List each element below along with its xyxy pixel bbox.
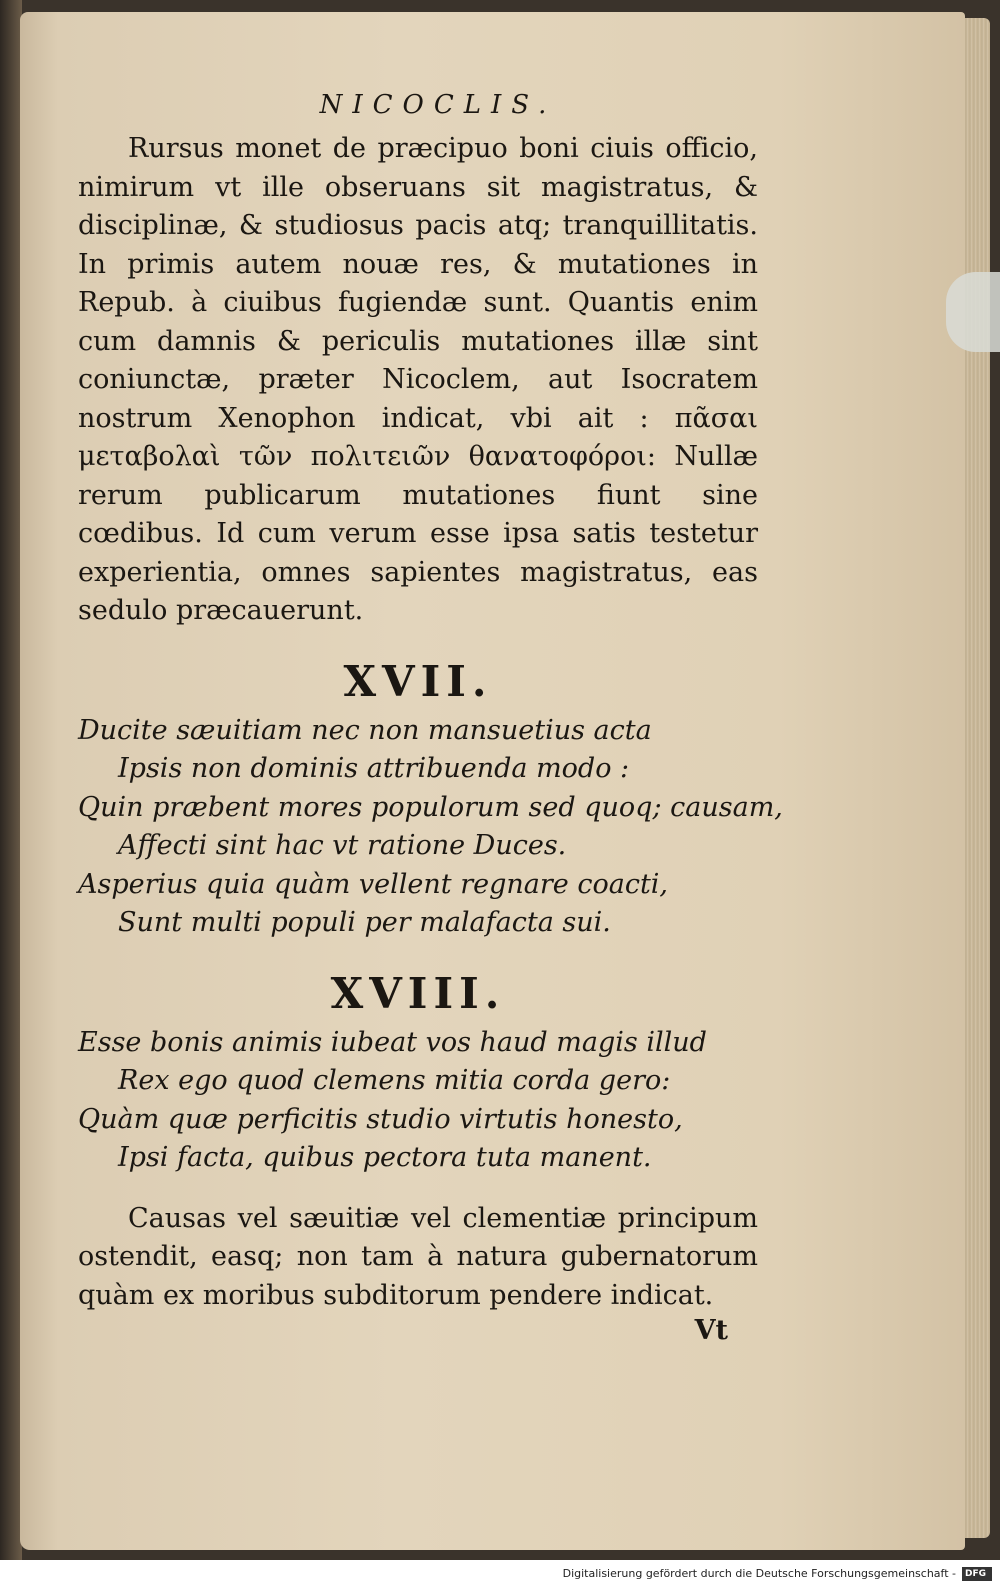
verse-line: Sunt multi populi per malafacta sui. [118, 907, 611, 938]
verse-line: Ipsis non dominis attribuenda modo : [118, 753, 630, 784]
verse-line: Affecti sint hac vt ratione Duces. [118, 830, 567, 861]
commentary-paragraph: Rursus monet de præcipuo boni ciuis officio, nimirum vt ille obseruans sit magistratus, & disciplinæ, & studiosus pacis atq; tranquillitatis. In primis autem nouæ res, & mutationes in Repub. à ciuibus fugiendæ sunt. Quantis enim cum damnis & periculis mutationes illæ sint coniunctæ, præter Nicoclem, aut Isocratem nostrum Xenophon indicat, vbi ait : πᾶσαι μεταβολαὶ τῶν πολιτειῶν θανατοφόροι: Nullæ rerum publicarum mutationes fiunt sine cœdibus. Id cum verum esse ipsa satis testetur experientia, omnes sapientes magistratus, eas sedulo præcauerunt. [78, 133, 758, 626]
verse-line: Quàm quæ perficitis studio virtutis honesto, [78, 1103, 683, 1135]
commentary-2 [78, 1200, 758, 1316]
commentary-1 [78, 130, 758, 631]
catchword: Vt [694, 1315, 728, 1346]
digitization-footer [0, 1560, 1000, 1587]
verse-line: Quin præbent mores populorum sed quoq; causam, [78, 791, 783, 823]
binding-shadow [0, 0, 22, 1560]
footer-text: Digitalisierung gefördert durch die Deutsche Forschungsgemeinschaft - [562, 1567, 956, 1580]
verse-block-18 [78, 1024, 758, 1178]
verse-line: Ipsi facta, quibus pectora tuta manent. [118, 1142, 652, 1173]
section-number-17: XVII. [343, 656, 493, 706]
commentary-paragraph: Causas vel sæuitiæ vel clementiæ principum ostendit, easq; non tam à natura gubernatorum quàm ex moribus subditorum pendere indicat. [78, 1202, 758, 1311]
page-text [78, 90, 783, 1346]
section-number-18: XVIII. [330, 968, 506, 1018]
verse-block-17 [78, 712, 783, 943]
verse-line: Ducite sæuitiam nec non mansuetius acta [78, 714, 652, 746]
verse-line: Asperius quia quàm vellent regnare coacti, [78, 868, 669, 900]
running-header: NICOCLIS. [319, 90, 557, 120]
bookmark-tab [946, 272, 1000, 352]
verse-line: Esse bonis animis iubeat vos haud magis illud [78, 1026, 707, 1058]
dfg-logo: DFG [962, 1567, 992, 1581]
verse-line: Rex ego quod clemens mitia corda gero: [118, 1065, 671, 1096]
